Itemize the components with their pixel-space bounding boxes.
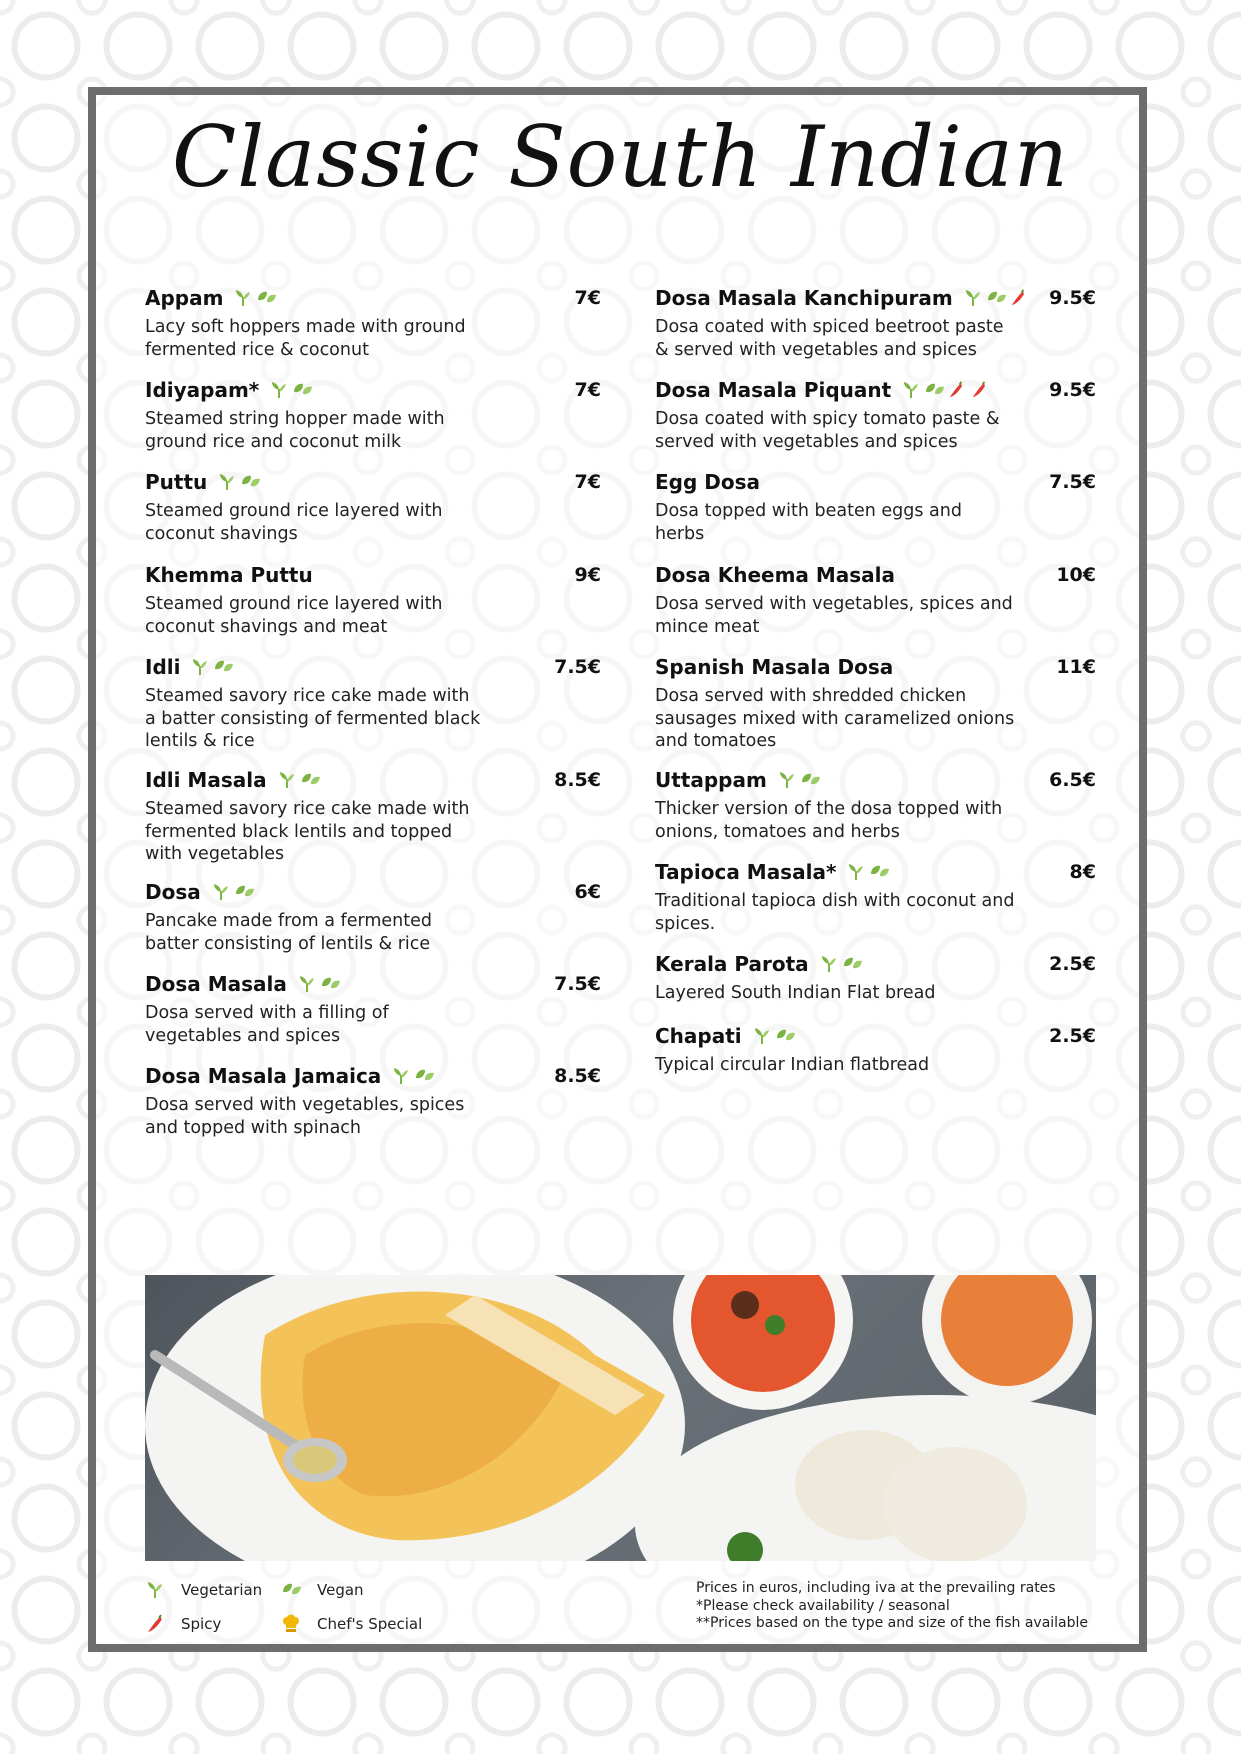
menu-item (145, 466, 601, 545)
menu-item-header (145, 466, 601, 498)
vegetarian-icon (277, 770, 297, 790)
menu-item-price: 7.5€ (554, 656, 601, 678)
dietary-marks (269, 380, 312, 400)
dietary-marks (211, 882, 254, 902)
menu-item-header (655, 856, 1096, 888)
vegetarian-icon (846, 862, 866, 882)
menu-item-name: Idli Masala (145, 768, 267, 792)
menu-item-price: 8.5€ (554, 769, 601, 791)
menu-item-name: Khemma Puttu (145, 563, 313, 587)
menu-item-header (145, 968, 601, 1000)
menu-item-header (145, 559, 601, 591)
vegetarian-icon (963, 288, 983, 308)
menu-item-name: Dosa Masala (145, 972, 287, 996)
vegan-icon (924, 380, 944, 400)
legend-vegetarian-label: Vegetarian (181, 1581, 263, 1599)
menu-item-price: 6€ (574, 881, 601, 903)
menu-item-price: 6.5€ (1049, 769, 1096, 791)
vegetarian-icon (777, 770, 797, 790)
menu-item-description: Typical circular Indian flatbread (655, 1055, 930, 1075)
menu-item-price: 8.5€ (554, 1065, 601, 1087)
chili-icon (145, 1614, 165, 1634)
legend-chefs-special-label: Chef's Special (317, 1615, 423, 1633)
menu-item-description: Steamed savory rice cake made with fermented black lentils and topped with vegetables (145, 799, 470, 864)
vegan-icon (869, 862, 889, 882)
menu-item-description: Traditional tapioca dish with coconut and spices. (655, 891, 1015, 934)
menu-item-description: Layered South Indian Flat bread (655, 983, 936, 1003)
menu-item-name: Dosa Masala Kanchipuram (655, 286, 953, 310)
menu-item-name: Dosa Masala Jamaica (145, 1064, 382, 1088)
chili-icon (970, 380, 990, 400)
dietary-marks (901, 380, 990, 400)
vegan-icon (775, 1026, 795, 1046)
dietary-marks (297, 974, 340, 994)
menu-item-header (655, 282, 1096, 314)
vegan-icon (240, 472, 260, 492)
menu-item-name: Puttu (145, 470, 208, 494)
vegetarian-icon (145, 1580, 165, 1600)
menu-item-description: Lacy soft hoppers made with ground fermented rice & coconut (145, 317, 466, 360)
menu-item (145, 374, 601, 453)
menu-item-description: Thicker version of the dosa topped with onions, tomatoes and herbs (655, 799, 1003, 842)
legend-vegetarian (145, 1580, 262, 1600)
note-line: *Please check availability / seasonal (696, 1597, 950, 1614)
menu-item (655, 651, 1096, 753)
vegan-icon (986, 288, 1006, 308)
vegetarian-icon (297, 974, 317, 994)
menu-item-header (655, 559, 1096, 591)
menu-item-name: Uttappam (655, 768, 767, 792)
menu-item-price: 7€ (574, 379, 601, 401)
dietary-marks (963, 288, 1029, 308)
menu-title: Classic South Indian (172, 108, 1069, 206)
note-line: Prices in euros, including iva at the prevailing rates (696, 1580, 1056, 1596)
menu-item-description: Pancake made from a fermented batter consisting of lentils & rice (145, 911, 433, 954)
menu-item-name: Idli (145, 655, 181, 679)
menu-item-header (145, 764, 601, 796)
menu-item-name: Kerala Parota (655, 952, 809, 976)
menu-item (145, 876, 601, 955)
vegan-icon (234, 882, 254, 902)
dietary-marks (217, 472, 260, 492)
menu-item-description: Steamed ground rice layered with coconut shavings (145, 501, 443, 544)
menu-item (145, 764, 601, 866)
menu-item-description: Dosa served with shredded chicken sausages mixed with caramelized onions and tomatoes (655, 686, 1015, 751)
vegetarian-icon (233, 288, 253, 308)
menu-item-price: 9.5€ (1049, 287, 1096, 309)
menu-item (655, 948, 1096, 1005)
menu-item-price: 7€ (574, 287, 601, 309)
legend-chefs-special (281, 1614, 422, 1634)
vegan-icon (414, 1066, 434, 1086)
menu-item-name: Tapioca Masala* (655, 860, 837, 884)
menu-item-header (145, 282, 601, 314)
legend-spicy-label: Spicy (181, 1615, 222, 1633)
dietary-marks (846, 862, 889, 882)
dietary-marks (190, 657, 233, 677)
menu-item-description: Dosa coated with spiced beetroot paste & served with vegetables and spices (655, 317, 1004, 360)
vegan-icon (256, 288, 276, 308)
menu-item-name: Spanish Masala Dosa (655, 655, 894, 679)
menu-item (145, 282, 601, 361)
menu-item-description: Dosa coated with spicy tomato paste & served with vegetables and spices (655, 409, 1000, 452)
menu-item-description: Dosa topped with beaten eggs and herbs (655, 501, 962, 544)
menu-item-description: Dosa served with vegetables, spices and topped with spinach (145, 1095, 465, 1138)
dietary-marks (819, 954, 862, 974)
menu-item-header (145, 651, 601, 683)
vegetarian-icon (269, 380, 289, 400)
menu-item (145, 1060, 601, 1139)
menu-item-price: 8€ (1069, 861, 1096, 883)
menu-item-header (655, 764, 1096, 796)
food-photo-illustration (145, 1275, 1096, 1561)
menu-item-description: Dosa served with vegetables, spices and mince meat (655, 594, 1013, 637)
vegetarian-icon (819, 954, 839, 974)
menu-item (655, 282, 1096, 361)
dietary-marks (777, 770, 820, 790)
menu-item-header (145, 876, 601, 908)
menu-item-header (655, 1020, 1096, 1052)
menu-item (145, 651, 601, 753)
menu-item-header (145, 1060, 601, 1092)
menu-item-name: Appam (145, 286, 224, 310)
vegan-icon (300, 770, 320, 790)
vegan-icon (842, 954, 862, 974)
menu-item (145, 968, 601, 1047)
menu-item (655, 374, 1096, 453)
menu-item (655, 764, 1096, 843)
menu-item-price: 7.5€ (1049, 471, 1096, 493)
menu-item-description: Steamed string hopper made with ground rice and coconut milk (145, 409, 445, 452)
chef-hat-icon (281, 1614, 301, 1634)
menu-item-price: 10€ (1056, 564, 1096, 586)
menu-item-price: 9.5€ (1049, 379, 1096, 401)
menu-item (655, 466, 1096, 545)
menu-item-price: 2.5€ (1049, 1025, 1096, 1047)
menu-item (655, 1020, 1096, 1077)
menu-item-price: 9€ (574, 564, 601, 586)
menu-item-header (655, 466, 1096, 498)
vegetarian-icon (190, 657, 210, 677)
menu-item-header (655, 374, 1096, 406)
chili-icon (947, 380, 967, 400)
vegan-icon (320, 974, 340, 994)
vegetarian-icon (752, 1026, 772, 1046)
legend-spicy (145, 1614, 221, 1634)
menu-item-price: 11€ (1056, 656, 1096, 678)
vegan-icon (281, 1580, 301, 1600)
menu-item-name: Idiyapam* (145, 378, 260, 402)
food-photo (145, 1275, 1096, 1561)
menu-item-header (655, 651, 1096, 683)
menu-item-description: Steamed ground rice layered with coconut shavings and meat (145, 594, 443, 637)
legend (145, 1580, 1096, 1640)
menu-item (655, 856, 1096, 935)
vegan-icon (292, 380, 312, 400)
note-line: **Prices based on the type and size of the fish available (696, 1615, 1089, 1631)
menu-item-name: Dosa Masala Piquant (655, 378, 892, 402)
menu-item-name: Dosa (145, 880, 201, 904)
menu-item-price: 2.5€ (1049, 953, 1096, 975)
price-notes (696, 1580, 1096, 1633)
vegan-icon (213, 657, 233, 677)
legend-vegan-label: Vegan (317, 1581, 364, 1599)
chili-icon (1009, 288, 1029, 308)
dietary-marks (233, 288, 276, 308)
menu-item-description: Steamed savory rice cake made with a batter consisting of fermented black lentils & rice (145, 686, 481, 751)
legend-vegan (281, 1580, 364, 1600)
dietary-marks (391, 1066, 434, 1086)
menu-item-name: Chapati (655, 1024, 742, 1048)
dietary-marks (277, 770, 320, 790)
dietary-marks (752, 1026, 795, 1046)
vegetarian-icon (391, 1066, 411, 1086)
menu-item-price: 7.5€ (554, 973, 601, 995)
menu-item-header (145, 374, 601, 406)
menu-item-header (655, 948, 1096, 980)
vegetarian-icon (217, 472, 237, 492)
menu-item-description: Dosa served with a filling of vegetables and spices (145, 1003, 389, 1046)
menu-item-name: Egg Dosa (655, 470, 760, 494)
menu-item (145, 559, 601, 638)
vegetarian-icon (901, 380, 921, 400)
menu-item (655, 559, 1096, 638)
vegetarian-icon (211, 882, 231, 902)
menu-item-name: Dosa Kheema Masala (655, 563, 896, 587)
menu-item-price: 7€ (574, 471, 601, 493)
vegan-icon (800, 770, 820, 790)
